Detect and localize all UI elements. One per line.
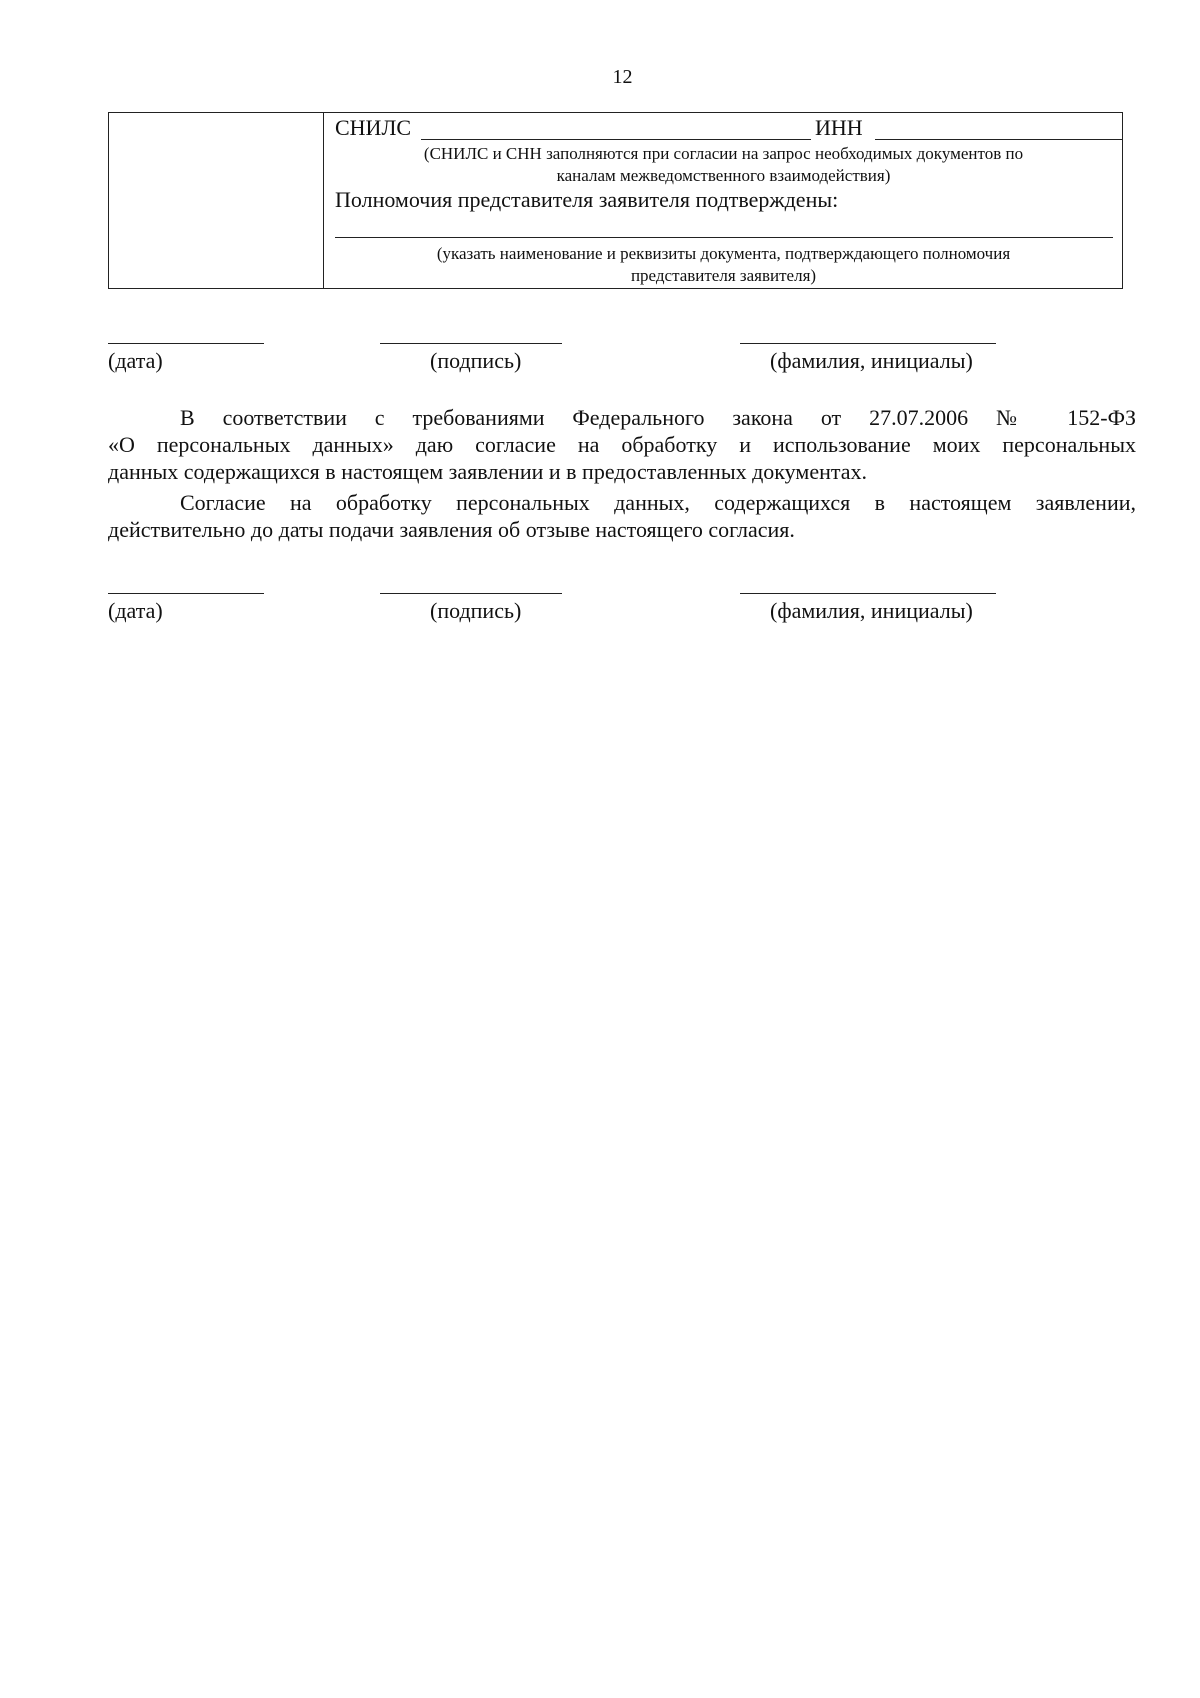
consent-p2-line2: действительно до даты подачи заявления об отзыве настоящего согласия. (108, 517, 795, 542)
name-line-2[interactable] (740, 593, 996, 594)
consent-p1-line1: В соответствии с требованиями Федерального закона от 27.07.2006 № 152-ФЗ (180, 405, 1136, 430)
date-line-2[interactable] (108, 593, 264, 594)
consent-p1-line2: «О персональных данных» даю согласие на обработку и использование моих персональных (108, 432, 1136, 457)
consent-p1-line3: данных содержащихся в настоящем заявлении и в предоставленных документах. (108, 459, 867, 484)
inn-label: ИНН (815, 115, 863, 140)
authority-document-field[interactable] (335, 237, 1113, 238)
snils-field[interactable] (421, 139, 811, 140)
signature-line-1[interactable] (380, 343, 562, 344)
date-caption-1: (дата) (108, 348, 163, 373)
authority-note-line1: (указать наименование и реквизиты документа, подтверждающего полномочия (436, 244, 1011, 263)
applicant-info-table (108, 112, 1123, 289)
table-column-divider (323, 113, 324, 288)
signature-caption-1: (подпись) (430, 348, 522, 373)
name-line-1[interactable] (740, 343, 996, 344)
signature-line-2[interactable] (380, 593, 562, 594)
consent-paragraph-1 (108, 404, 1136, 485)
snils-label: СНИЛС (335, 115, 412, 140)
snils-inn-note (325, 143, 1122, 187)
inn-field[interactable] (875, 139, 1123, 140)
consent-paragraph-2 (108, 489, 1136, 543)
authority-note-line2: представителя заявителя) (630, 266, 817, 285)
page-number: 12 (612, 66, 633, 88)
date-caption-2: (дата) (108, 598, 163, 623)
snils-note-line1: (СНИЛС и СНН заполняются при согласии на запрос необходимых документов по (423, 144, 1024, 163)
name-caption-2: (фамилия, инициалы) (770, 598, 973, 623)
snils-note-line2: каналам межведомственного взаимодействия) (556, 166, 891, 185)
consent-p2-line1: Согласие на обработку персональных данных, содержащихся в настоящем заявлении, (180, 490, 1136, 515)
signature-caption-2: (подпись) (430, 598, 522, 623)
authority-label: Полномочия представителя заявителя подтверждены: (335, 187, 839, 212)
authority-note (325, 243, 1122, 287)
date-line-1[interactable] (108, 343, 264, 344)
name-caption-1: (фамилия, инициалы) (770, 348, 973, 373)
